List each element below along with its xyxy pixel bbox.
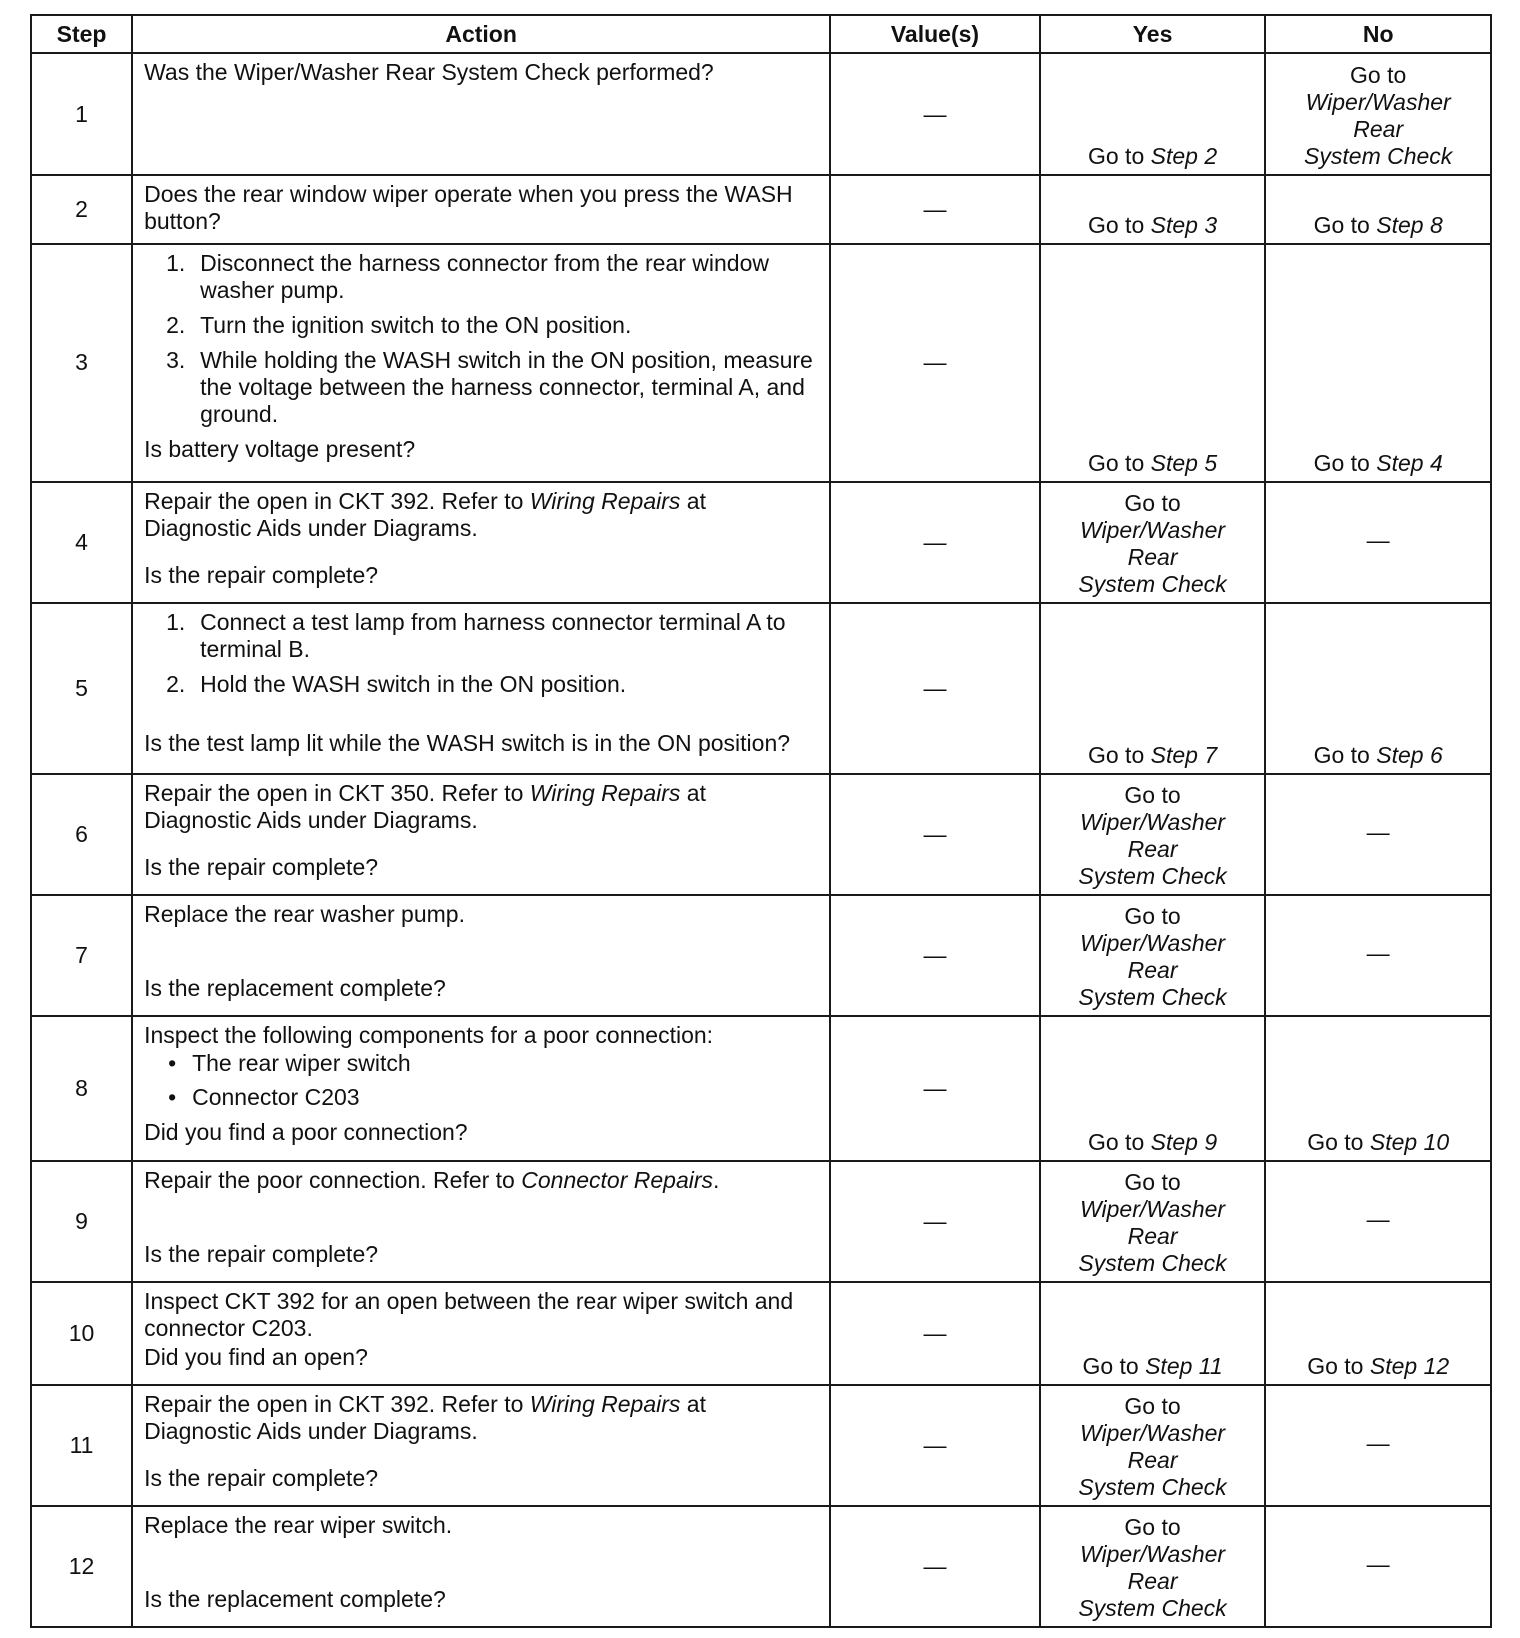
- list-item: [144, 250, 819, 304]
- text-run: Go to: [1124, 1169, 1181, 1196]
- text-run: Is the replacement complete?: [144, 1585, 446, 1612]
- no-line: [1272, 527, 1484, 554]
- no-line: [1272, 819, 1484, 846]
- action-text: [144, 488, 819, 542]
- text-run: Was the Wiper/Washer Rear System Check performed?: [144, 59, 714, 85]
- action-content: [144, 901, 819, 1002]
- text-run: Turn the ignition switch to the ON position.: [200, 311, 632, 338]
- action-content: [144, 1288, 819, 1371]
- text-run: Disconnect the harness connector from the rear window washer pump.: [200, 249, 769, 303]
- yes-cell: [1040, 603, 1266, 774]
- text-run: Replace the rear wiper switch.: [144, 1511, 453, 1538]
- yes-line: [1047, 863, 1259, 890]
- value-cell: —: [830, 482, 1040, 603]
- action-text: [144, 1288, 819, 1342]
- action-text: [144, 975, 819, 1002]
- italic-text: Wiper/Washer: [1080, 1196, 1226, 1223]
- value-cell: —: [830, 1506, 1040, 1627]
- italic-text: Wiring Repairs: [529, 487, 681, 514]
- italic-text: Step 11: [1145, 1352, 1223, 1379]
- value-cell: —: [830, 53, 1040, 175]
- yes-line: [1047, 1474, 1259, 1501]
- text-run: Go to: [1087, 741, 1151, 768]
- action-content: [144, 609, 819, 757]
- yes-line: [1047, 1541, 1259, 1568]
- no-cell: [1265, 1016, 1491, 1161]
- text-run: Is the repair complete?: [144, 561, 379, 588]
- no-line: [1272, 1551, 1484, 1578]
- italic-text: Step 8: [1376, 211, 1443, 238]
- no-line: [1272, 1129, 1484, 1156]
- italic-text: System Check: [1078, 983, 1227, 1010]
- header-value: Value(s): [830, 15, 1040, 53]
- action-text: [144, 730, 819, 757]
- action-content: [144, 780, 819, 881]
- italic-text: Rear: [1127, 1568, 1178, 1594]
- text-run: —: [1366, 1206, 1390, 1233]
- italic-text: System Check: [1078, 570, 1227, 597]
- text-run: Hold the WASH switch in the ON position.: [200, 670, 627, 697]
- yes-line: [1047, 836, 1259, 863]
- step-number: 12: [31, 1506, 132, 1627]
- text-run: The rear wiper switch: [192, 1049, 411, 1076]
- yes-line: [1047, 782, 1259, 809]
- italic-text: System Check: [1304, 143, 1453, 170]
- text-run: —: [1366, 1550, 1390, 1577]
- text-run: Go to: [1350, 62, 1407, 89]
- yes-cell: [1040, 1161, 1266, 1282]
- italic-text: Wiper/Washer: [1305, 89, 1451, 116]
- yes-line: [1047, 742, 1259, 769]
- action-text: [144, 901, 819, 928]
- action-text: [144, 1586, 819, 1613]
- no-line: [1272, 212, 1484, 239]
- table-row: [31, 1385, 1491, 1506]
- italic-text: Wiper/Washer: [1080, 929, 1226, 956]
- action-text: [144, 181, 819, 235]
- italic-text: Wiper/Washer: [1080, 1419, 1226, 1446]
- list-item: [144, 1084, 819, 1111]
- yes-cell: [1040, 1506, 1266, 1627]
- header-step: Step: [31, 15, 132, 53]
- text-run: Go to: [1087, 211, 1151, 238]
- italic-text: Step 3: [1150, 211, 1218, 238]
- text-run: Go to: [1124, 489, 1181, 516]
- action-cell: [132, 1016, 830, 1161]
- no-line: [1272, 940, 1484, 967]
- yes-line: [1047, 809, 1259, 836]
- no-line: [1272, 116, 1484, 143]
- text-run: Go to: [1087, 1129, 1151, 1156]
- step-number: 2: [31, 175, 132, 243]
- text-run: —: [1366, 526, 1390, 553]
- action-content: [144, 250, 819, 463]
- italic-text: Wiring Repairs: [529, 779, 681, 806]
- bullet-list: [144, 1050, 819, 1118]
- yes-line: [1047, 143, 1259, 170]
- action-cell: [132, 603, 830, 774]
- list-item: [144, 1050, 819, 1077]
- yes-line: [1047, 1223, 1259, 1250]
- no-cell: [1265, 175, 1491, 243]
- table-row: [31, 1506, 1491, 1627]
- text-run: Connector C203: [192, 1083, 360, 1110]
- action-text: [144, 1167, 819, 1194]
- italic-text: System Check: [1078, 1250, 1227, 1277]
- text-run: Go to: [1313, 741, 1377, 768]
- action-cell: [132, 895, 830, 1016]
- text-run: Go to: [1124, 1392, 1181, 1419]
- text-run: Did you find an open?: [144, 1344, 368, 1371]
- step-number: 4: [31, 482, 132, 603]
- action-text: [144, 1465, 819, 1492]
- italic-text: Step 9: [1150, 1129, 1218, 1156]
- table-row: [31, 244, 1491, 482]
- value-cell: —: [830, 175, 1040, 243]
- table-row: [31, 603, 1491, 774]
- yes-line: [1047, 1129, 1259, 1156]
- italic-text: Step 10: [1369, 1129, 1450, 1156]
- header-action: Action: [132, 15, 830, 53]
- step-number: 10: [31, 1282, 132, 1384]
- italic-text: Step 12: [1369, 1352, 1450, 1379]
- action-text: [144, 1241, 819, 1268]
- list-item: [144, 671, 819, 698]
- value-cell: —: [830, 895, 1040, 1016]
- italic-text: Rear: [1127, 543, 1178, 570]
- text-run: Replace the rear washer pump.: [144, 900, 465, 927]
- text-run: Connect a test lamp from harness connector terminal A to terminal B.: [200, 608, 786, 662]
- text-run: Is the repair complete?: [144, 853, 379, 880]
- table-row: [31, 1282, 1491, 1384]
- yes-line: [1047, 903, 1259, 930]
- yes-line: [1047, 571, 1259, 598]
- text-run: at Diagnostic Aids under Diagrams.: [144, 487, 706, 541]
- text-run: Go to: [1087, 449, 1151, 476]
- italic-text: Wiring Repairs: [529, 1390, 681, 1417]
- list-number: 3.: [166, 346, 186, 373]
- action-cell: [132, 175, 830, 243]
- action-cell: [132, 482, 830, 603]
- yes-line: [1047, 450, 1259, 477]
- action-content: [144, 1391, 819, 1492]
- italic-text: Connector Repairs: [521, 1167, 714, 1194]
- no-line: [1272, 89, 1484, 116]
- table-row: [31, 774, 1491, 895]
- text-run: Is the test lamp lit while the WASH switch is in the ON position?: [144, 729, 791, 756]
- action-content: [144, 1512, 819, 1613]
- step-number: 6: [31, 774, 132, 895]
- yes-line: [1047, 490, 1259, 517]
- step-number: 5: [31, 603, 132, 774]
- text-run: —: [1366, 939, 1390, 966]
- italic-text: Step 6: [1376, 741, 1443, 768]
- yes-cell: [1040, 175, 1266, 243]
- yes-line: [1047, 1353, 1259, 1380]
- numbered-list: [144, 250, 819, 436]
- action-cell: [132, 53, 830, 175]
- no-cell: [1265, 482, 1491, 603]
- italic-text: Rear: [1127, 956, 1178, 983]
- text-run: Is battery voltage present?: [144, 435, 416, 462]
- text-run: Did you find a poor connection?: [144, 1118, 468, 1145]
- action-cell: [132, 774, 830, 895]
- italic-text: Rear: [1127, 1446, 1178, 1473]
- text-run: Is the repair complete?: [144, 1241, 379, 1268]
- text-run: Repair the open in CKT 350. Refer to: [144, 779, 530, 806]
- italic-text: Step 4: [1376, 449, 1443, 476]
- action-text: [144, 436, 819, 463]
- no-cell: [1265, 895, 1491, 1016]
- yes-cell: [1040, 53, 1266, 175]
- yes-cell: [1040, 1385, 1266, 1506]
- no-cell: [1265, 1506, 1491, 1627]
- list-number: 1.: [166, 249, 186, 276]
- header-no: No: [1265, 15, 1491, 53]
- list-number: 2.: [166, 670, 186, 697]
- text-run: at Diagnostic Aids under Diagrams.: [144, 779, 706, 833]
- action-cell: [132, 1161, 830, 1282]
- step-number: 9: [31, 1161, 132, 1282]
- italic-text: Rear: [1353, 116, 1404, 143]
- action-cell: [132, 1282, 830, 1384]
- italic-text: Step 7: [1150, 741, 1218, 768]
- yes-line: [1047, 212, 1259, 239]
- yes-line: [1047, 544, 1259, 571]
- text-run: Repair the open in CKT 392. Refer to: [144, 487, 530, 514]
- italic-text: Rear: [1127, 835, 1178, 862]
- italic-text: Step 2: [1150, 143, 1218, 170]
- text-run: Is the repair complete?: [144, 1464, 379, 1491]
- step-number: 7: [31, 895, 132, 1016]
- value-cell: —: [830, 774, 1040, 895]
- text-run: Repair the poor connection. Refer to: [144, 1167, 522, 1194]
- table-row: [31, 53, 1491, 175]
- table-body: [31, 53, 1491, 1627]
- text-run: Go to: [1124, 781, 1181, 808]
- text-run: Go to: [1313, 211, 1377, 238]
- action-content: [144, 1167, 819, 1268]
- italic-text: Wiper/Washer: [1080, 808, 1226, 835]
- text-run: Repair the open in CKT 392. Refer to: [144, 1390, 530, 1417]
- action-cell: [132, 244, 830, 482]
- action-content: [144, 59, 819, 161]
- no-cell: [1265, 53, 1491, 175]
- text-run: Go to: [1307, 1129, 1370, 1156]
- no-line: [1272, 62, 1484, 89]
- no-line: [1272, 1430, 1484, 1457]
- text-run: —: [1366, 1429, 1390, 1456]
- action-text: [144, 59, 819, 86]
- action-text: [144, 1391, 819, 1445]
- value-cell: —: [830, 1282, 1040, 1384]
- text-run: Go to: [1307, 1352, 1370, 1379]
- text-run: .: [713, 1167, 720, 1194]
- yes-line: [1047, 1595, 1259, 1622]
- text-run: Inspect the following components for a poor connection:: [144, 1021, 714, 1048]
- action-text: [144, 1119, 819, 1146]
- list-item: [144, 609, 819, 663]
- no-line: [1272, 742, 1484, 769]
- yes-line: [1047, 1169, 1259, 1196]
- action-cell: [132, 1506, 830, 1627]
- action-text: [144, 1344, 819, 1371]
- yes-line: [1047, 957, 1259, 984]
- yes-line: [1047, 1250, 1259, 1277]
- yes-cell: [1040, 774, 1266, 895]
- header-row: [31, 15, 1491, 53]
- no-cell: [1265, 244, 1491, 482]
- action-text: [144, 854, 819, 881]
- action-text: [144, 1512, 819, 1539]
- text-run: Go to: [1124, 902, 1181, 929]
- yes-line: [1047, 1514, 1259, 1541]
- table-row: [31, 1161, 1491, 1282]
- action-text: [144, 562, 819, 589]
- italic-text: System Check: [1078, 862, 1227, 889]
- text-run: Go to: [1124, 1514, 1181, 1540]
- text-run: Does the rear window wiper operate when you press the WASH button?: [144, 181, 793, 235]
- value-cell: —: [830, 1385, 1040, 1506]
- no-line: [1272, 450, 1484, 477]
- step-number: 1: [31, 53, 132, 175]
- yes-line: [1047, 1420, 1259, 1447]
- step-number: 3: [31, 244, 132, 482]
- header-yes: Yes: [1040, 15, 1266, 53]
- no-cell: [1265, 1385, 1491, 1506]
- list-item: [144, 347, 819, 428]
- text-run: Go to: [1087, 143, 1151, 170]
- bullet-icon: •: [168, 1049, 177, 1076]
- value-cell: —: [830, 1016, 1040, 1161]
- yes-cell: [1040, 1016, 1266, 1161]
- yes-line: [1047, 1568, 1259, 1595]
- text-run: —: [1366, 818, 1390, 845]
- action-content: [144, 1022, 819, 1146]
- yes-line: [1047, 984, 1259, 1011]
- italic-text: System Check: [1078, 1595, 1227, 1621]
- list-number: 1.: [166, 608, 186, 635]
- no-line: [1272, 1353, 1484, 1380]
- diagnostic-table: [30, 14, 1492, 1628]
- bullet-icon: •: [168, 1083, 177, 1110]
- value-cell: —: [830, 244, 1040, 482]
- text-run: at Diagnostic Aids under Diagrams.: [144, 1390, 706, 1444]
- no-line: [1272, 1206, 1484, 1233]
- table-row: [31, 482, 1491, 603]
- italic-text: Rear: [1127, 1223, 1178, 1250]
- yes-line: [1047, 1196, 1259, 1223]
- no-cell: [1265, 1161, 1491, 1282]
- italic-text: System Check: [1078, 1473, 1227, 1500]
- action-cell: [132, 1385, 830, 1506]
- text-run: Inspect CKT 392 for an open between the rear wiper switch and connector C203.: [144, 1288, 794, 1342]
- no-cell: [1265, 1282, 1491, 1384]
- action-content: [144, 488, 819, 589]
- table-row: [31, 895, 1491, 1016]
- yes-line: [1047, 1393, 1259, 1420]
- list-item: [144, 312, 819, 339]
- text-run: Go to: [1082, 1352, 1146, 1379]
- no-cell: [1265, 774, 1491, 895]
- action-text: [144, 780, 819, 834]
- no-line: [1272, 143, 1484, 170]
- action-text: [144, 1022, 819, 1049]
- step-number: 11: [31, 1385, 132, 1506]
- yes-line: [1047, 1447, 1259, 1474]
- text-run: Go to: [1313, 449, 1377, 476]
- no-cell: [1265, 603, 1491, 774]
- numbered-list: [144, 609, 819, 706]
- text-run: While holding the WASH switch in the ON position, measure the voltage between the harness connector, terminal A, and ground.: [200, 346, 813, 427]
- value-cell: —: [830, 603, 1040, 774]
- yes-cell: [1040, 895, 1266, 1016]
- yes-line: [1047, 930, 1259, 957]
- table-row: [31, 175, 1491, 243]
- step-number: 8: [31, 1016, 132, 1161]
- yes-cell: [1040, 244, 1266, 482]
- list-number: 2.: [166, 311, 186, 338]
- italic-text: Step 5: [1150, 449, 1218, 476]
- italic-text: Wiper/Washer: [1080, 1541, 1226, 1567]
- yes-line: [1047, 517, 1259, 544]
- value-cell: —: [830, 1161, 1040, 1282]
- italic-text: Wiper/Washer: [1080, 516, 1226, 543]
- yes-cell: [1040, 1282, 1266, 1384]
- yes-cell: [1040, 482, 1266, 603]
- table-row: [31, 1016, 1491, 1161]
- text-run: Is the replacement complete?: [144, 974, 446, 1001]
- action-content: [144, 181, 819, 235]
